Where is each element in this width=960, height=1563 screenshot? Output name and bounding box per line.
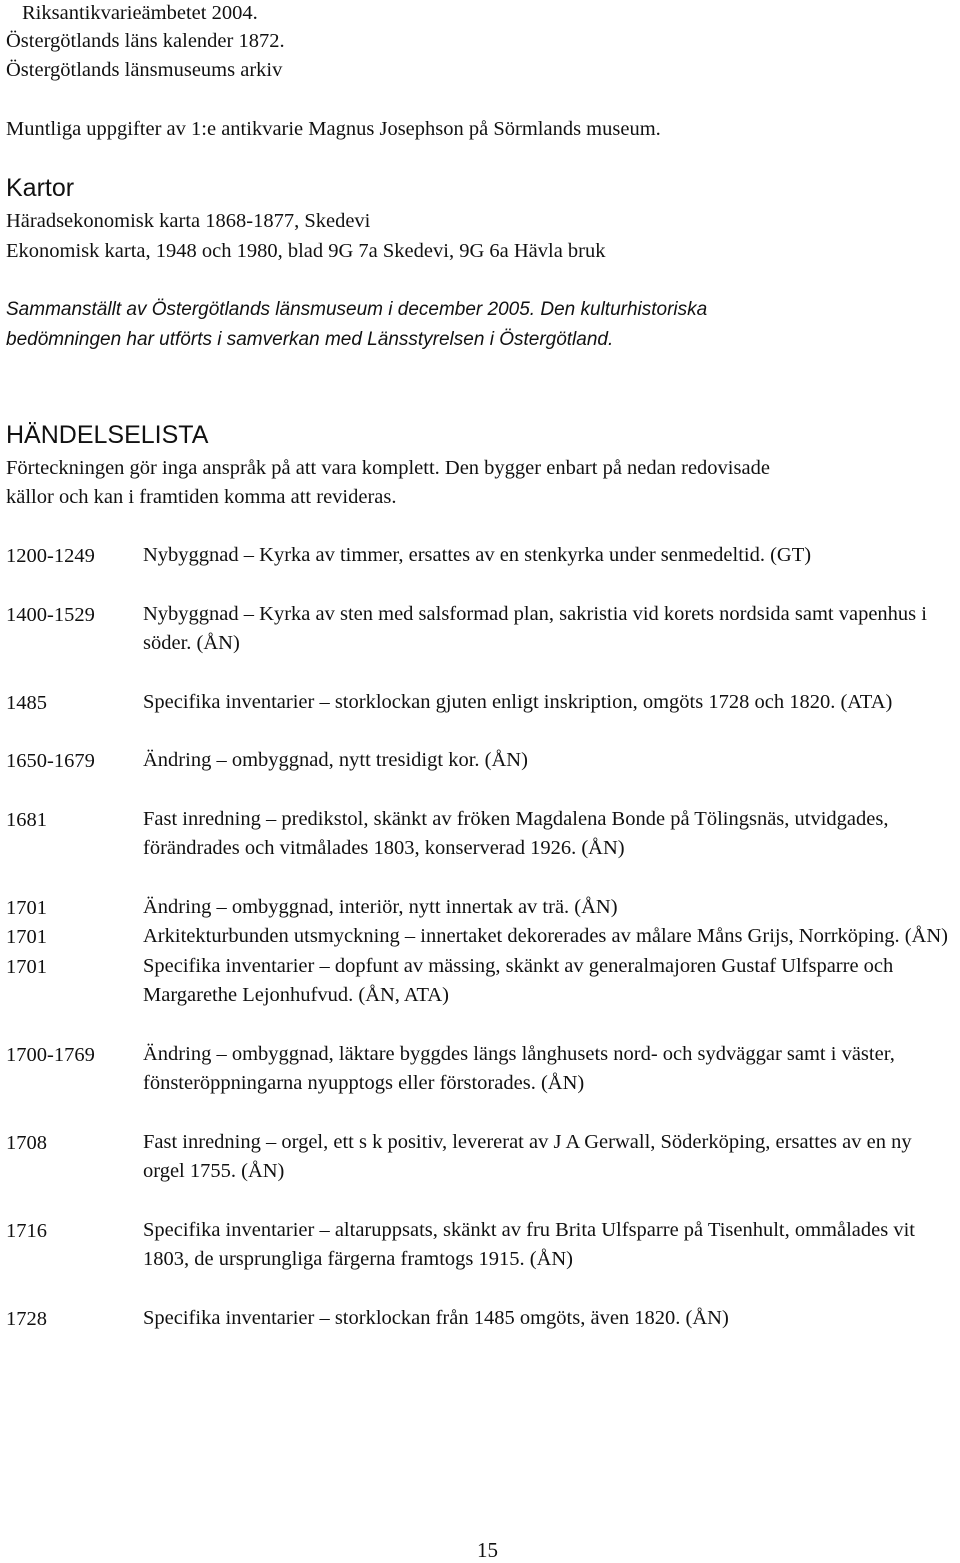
- event-entry: [6, 541, 956, 571]
- event-entry: [6, 893, 956, 923]
- event-text: Ändring – ombyggnad, interiör, nytt innertak av trä. (ÅN): [143, 895, 618, 918]
- page-number: 15: [477, 1538, 498, 1562]
- event-text: Ändring – ombyggnad, nytt tresidigt kor. (ÅN): [143, 749, 528, 771]
- event-entry: [6, 1216, 956, 1275]
- event-entry: [6, 746, 956, 776]
- event-list: [6, 541, 956, 1333]
- event-entry: [6, 688, 956, 718]
- compiled-note-line: bedömningen har utförts i samverkan med Länsstyrelsen i Östergötland.: [6, 329, 614, 350]
- event-text: Specifika inventarier – storklockan från 1485 omgöts, även 1820. (ÅN): [143, 1306, 729, 1329]
- event-date: 1400-1529: [6, 603, 95, 626]
- event-entry: [6, 805, 956, 864]
- event-text: Specifika inventarier – altaruppsats, skänkt av fru Brita Ulfsparre på Tisenhult, ommålades vit 1803, de ursprungliga färgerna framtogs 1915. (ÅN): [143, 1218, 915, 1270]
- event-list-intro-line: Förteckningen gör inga anspråk på att vara komplett. Den bygger enbart på nedan redovisade: [6, 457, 770, 479]
- event-text: Specifika inventarier – dopfunt av mässing, skänkt av generalmajoren Gustaf Ulfsparre och Margarethe Lejonhufvud. (ÅN, ATA): [143, 954, 894, 1006]
- map-line: Häradsekonomisk karta 1868-1877, Skedevi: [6, 210, 371, 232]
- event-entry: [6, 952, 956, 1011]
- event-date: 1701: [6, 955, 47, 978]
- event-date: 1681: [6, 808, 47, 831]
- event-text: Arkitekturbunden utsmyckning – innertaket dekorerades av målare Måns Grijs, Norrköping. (ÅN): [143, 925, 948, 947]
- event-date: 1650-1679: [6, 750, 95, 772]
- event-date: 1200-1249: [6, 545, 95, 567]
- event-text: Fast inredning – orgel, ett s k positiv, levererat av J A Gerwall, Söderköping, ersattes av en ny orgel 1755. (ÅN): [143, 1130, 912, 1182]
- event-entry: [6, 1128, 956, 1187]
- event-date: 1485: [6, 691, 47, 714]
- event-date: 1700-1769: [6, 1043, 95, 1066]
- event-date: 1716: [6, 1219, 47, 1242]
- event-text: Specifika inventarier – storklockan gjuten enligt inskription, omgöts 1728 och 1820. (ATA): [143, 690, 893, 713]
- maps-heading: Kartor: [6, 174, 75, 202]
- event-text: Nybyggnad – Kyrka av timmer, ersattes av en stenkyrka under senmedeltid. (GT): [143, 544, 812, 566]
- source-line: Östergötlands läns kalender 1872.: [6, 30, 285, 52]
- event-list-intro-line: källor och kan i framtiden komma att revideras.: [6, 486, 397, 508]
- event-text: Fast inredning – predikstol, skänkt av fröken Magdalena Bonde på Tölingsnäs, utvidgades, förändrades och vitmålades 1803, konserverad 1926. (ÅN): [143, 807, 889, 859]
- event-date: 1728: [6, 1307, 47, 1330]
- compiled-note-line: Sammanställt av Östergötlands länsmuseum i december 2005. Den kulturhistoriska: [6, 299, 708, 320]
- map-line: Ekonomisk karta, 1948 och 1980, blad 9G 7a Skedevi, 9G 6a Hävla bruk: [6, 240, 606, 262]
- event-list-heading: HÄNDELSELISTA: [6, 421, 209, 449]
- event-date: 1701: [6, 896, 47, 919]
- oral-source: Muntliga uppgifter av 1:e antikvarie Magnus Josephson på Sörmlands museum.: [6, 118, 661, 140]
- source-line: Östergötlands länsmuseums arkiv: [6, 59, 283, 81]
- event-date: 1708: [6, 1131, 47, 1154]
- event-text: Ändring – ombyggnad, läktare byggdes längs långhusets nord- och sydväggar samt i väster, fönsteröppningarna nyupptogs eller förstorades. (ÅN): [143, 1042, 895, 1094]
- event-entry: [6, 922, 956, 952]
- source-line: Riksantikvarieämbetet 2004.: [22, 2, 258, 24]
- event-entry: [6, 1304, 956, 1334]
- event-entry: [6, 600, 956, 659]
- event-date: 1701: [6, 926, 47, 948]
- event-text: Nybyggnad – Kyrka av sten med salsformad plan, sakristia vid korets nordsida samt vapenhus i söder. (ÅN): [143, 602, 927, 654]
- event-entry: [6, 1040, 956, 1099]
